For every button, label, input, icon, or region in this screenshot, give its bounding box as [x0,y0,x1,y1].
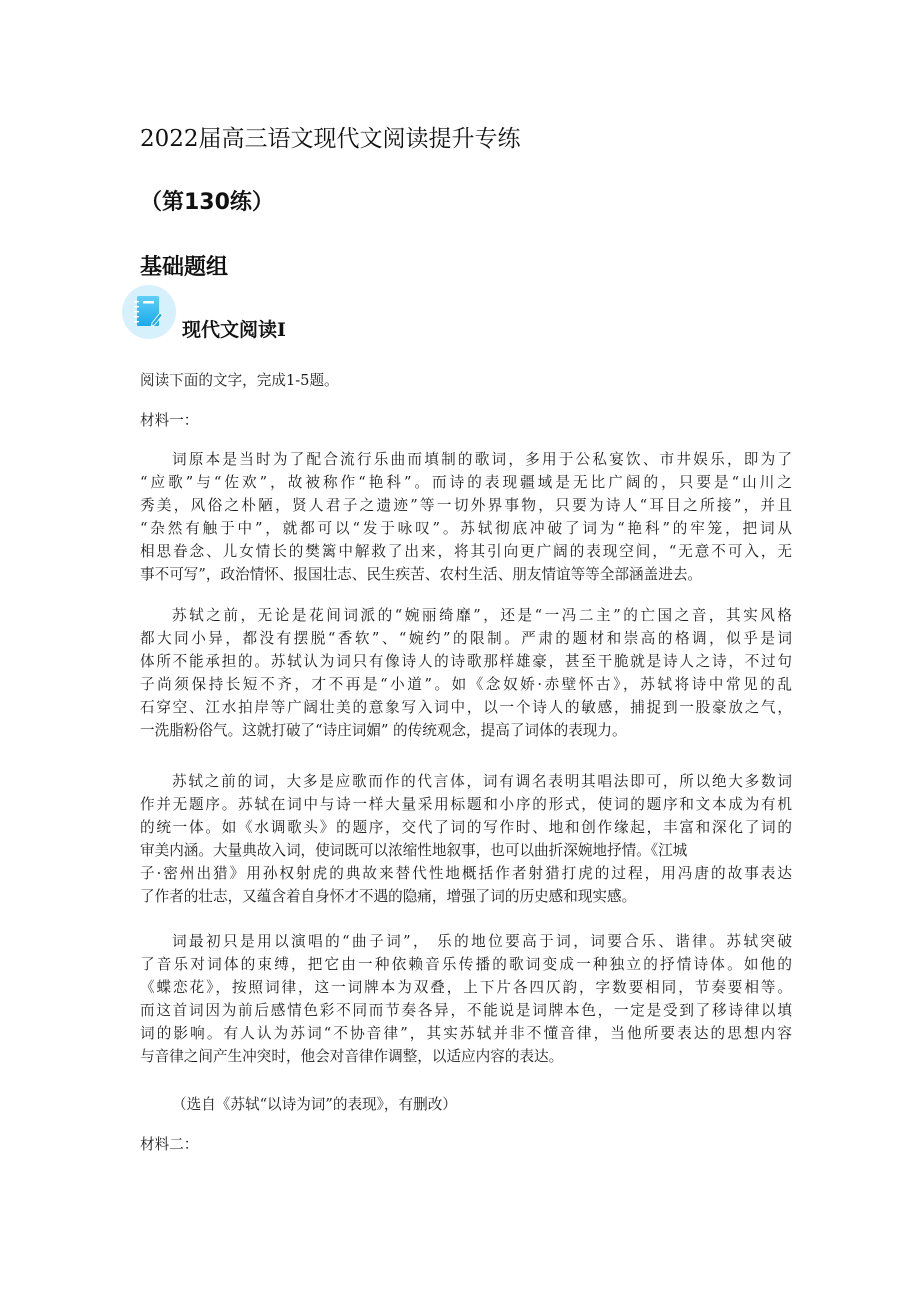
paragraph-line: 《蝶恋花》，按照词律，这一词牌本为双叠，上下片各四仄韵，字数要相同，节奏要相等。 [140,979,792,996]
paragraph-line: 的统一体。如《水调歌头》的题序，交代了词的写作时、地和创作缘起，丰富和深化了词的 [140,819,792,836]
document-title: 2022届高三语文现代文阅读提升专练 [140,126,521,152]
paragraph-line: 了作者的壮志，又蕴含着自身怀才不遇的隐痛，增强了词的历史感和现实感。 [140,888,637,905]
source-citation: （选自《苏轼“以诗为词”的表现》，有删改） [172,1096,457,1113]
paragraph-line: 词的影响。有人认为苏词“不协音律”，其实苏轼并非不懂音律，当他所要表达的思想内容 [140,1025,792,1042]
paragraph-line: 作并无题序。苏轼在词中与诗一样大量采用标题和小序的形式，使词的题序和文本成为有机 [140,796,792,813]
paragraph-line: 词原本是当时为了配合流行乐曲而填制的歌词，多用于公私宴饮、市井娱乐，即为了 [172,451,792,468]
paragraph-line: 与音律之间产生冲突时，他会对音律作调整，以适应内容的表达。 [140,1048,564,1065]
reading-section-title: 现代文阅读Ⅰ [182,319,286,341]
paragraph-line: 审美内涵。大量典故入词，使词既可以浓缩性地叙事，也可以曲折深婉地抒情。《江城 [140,842,688,859]
paragraph-line: 苏轼之前的词，大多是应歌而作的代言体，词有调名表明其唱法即可，所以绝大多数词 [172,773,792,790]
instruction-text: 阅读下面的文字，完成1-5题。 [140,372,339,389]
document-subtitle: （第130练） [140,190,274,215]
paragraph-line: “杂然有触于中”，就都可以“发于咏叹”。苏轼彻底冲破了词为“艳科”的牢笼，把词从 [140,520,792,537]
material-one-label: 材料一： [140,412,199,429]
paragraph-line: 一洗脂粉俗气。这就打破了“诗庄词媚” 的传统观念，提高了词体的表现力。 [140,722,627,739]
paragraph-line: 了音乐对词体的束缚，把它由一种依赖音乐传播的歌词变成一种独立的抒情诗体。如他的 [140,956,792,973]
notebook-pencil-icon [122,285,176,339]
paragraph-line: “应歌”与“佐欢”，故被称作“艳科”。而诗的表现疆域是无比广阔的，只要是“山川之 [140,474,792,491]
paragraph-line: 而这首词因为前后感情色彩不同而节奏各异，不能说是词牌本色，一定是受到了移诗律以填 [140,1002,792,1019]
paragraph-line: 体所不能承担的。苏轼认为词只有像诗人的诗歌那样雄豪，甚至干脆就是诗人之诗，不过句 [140,653,792,670]
paragraph-line: 子尚须保持长短不齐，才不再是“小道”。如《念奴娇·赤壁怀古》，苏轼将诗中常见的乱 [140,676,792,693]
paragraph-line: 苏轼之前，无论是花间词派的“婉丽绮靡”，还是“一冯二主”的亡国之音，其实风格 [172,607,792,624]
paragraph-line: 事不可写”，政治情怀、报国壮志、民生疾苦、农村生活、朋友情谊等等全部涵盖进去。 [140,566,703,583]
material-two-label: 材料二： [140,1136,199,1153]
paragraph-line: 子·密州出猎》用孙权射虎的典故来替代性地概括作者射猎打虎的过程，用冯唐的故事表达 [140,865,792,882]
paragraph-line: 相思眷念、儿女情长的樊篱中解救了出来，将其引向更广阔的表现空间，“无意不可入，无 [140,543,792,560]
paragraph-line: 词最初只是用以演唱的“曲子词”， 乐的地位要高于词，词要合乐、谐律。苏轼突破 [172,933,792,950]
paragraph-line: 秀美，风俗之朴陋，贤人君子之遗迹”等一切外界事物，只要为诗人“耳目之所接”，并且 [140,497,792,514]
section-heading: 基础题组 [140,255,229,280]
paragraph-line: 石穿空、江水拍岸等广阔壮美的意象写入词中，以一个诗人的敏感，捕捉到一股豪放之气， [140,699,792,716]
paragraph-line: 都大同小异，都没有摆脱“香软”、“婉约”的限制。严肃的题材和崇高的格调，似乎是词 [140,630,792,647]
